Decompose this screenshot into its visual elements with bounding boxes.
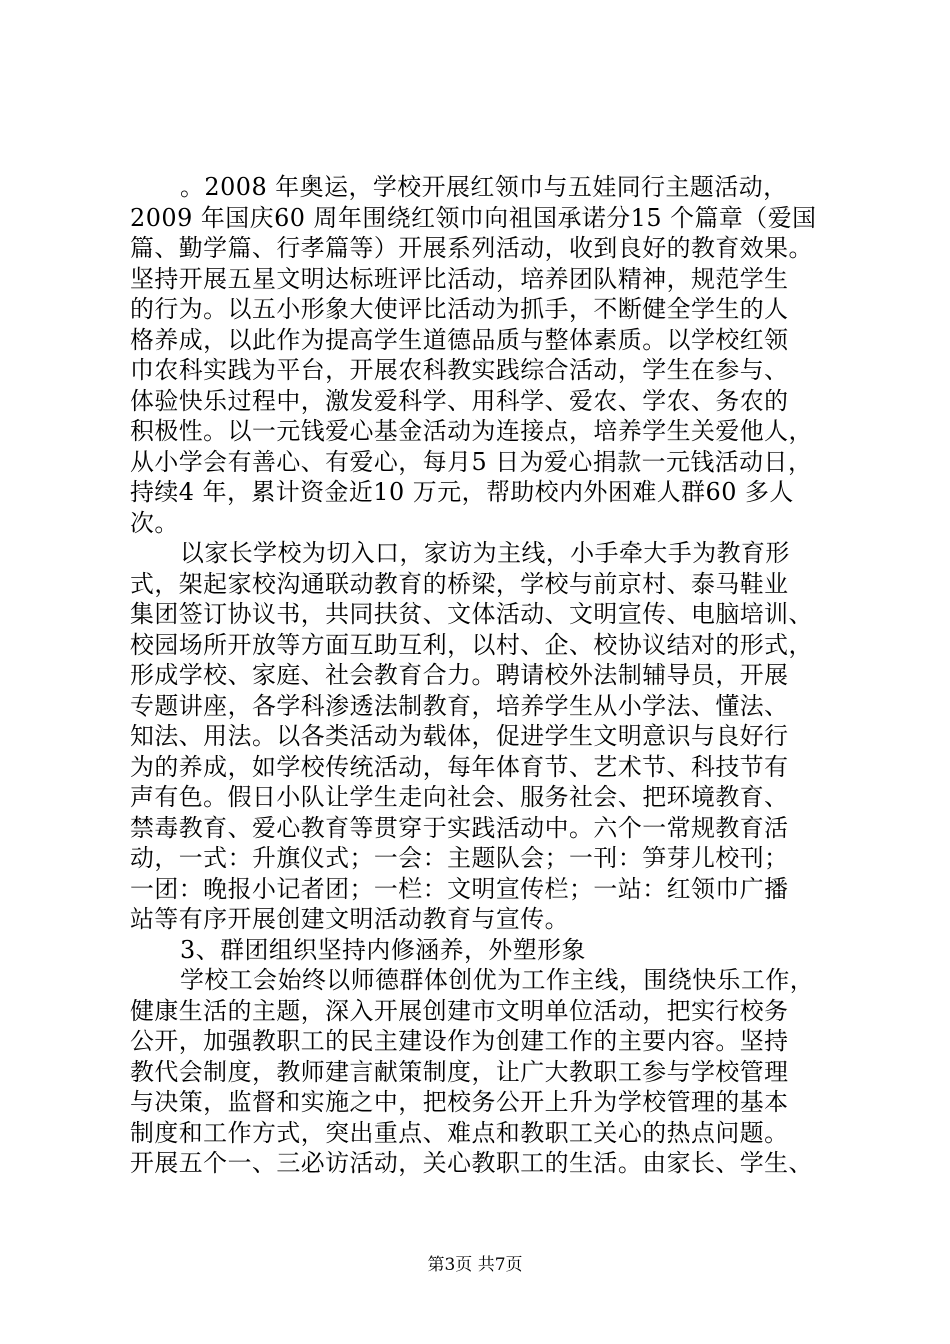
- text-line: 制度和工作方式，突出重点、难点和教职工关心的热点问题。: [130, 1118, 789, 1147]
- text-line: 以家长学校为切入口，家访为主线，小手牵大手为教育形: [180, 539, 790, 567]
- text-line: 格养成，以此作为提高学生道德品质与整体素质。以学校红领: [130, 325, 789, 354]
- text-line: 校园场所开放等方面互助互利，以村、企、校协议结对的形式，: [130, 630, 813, 659]
- text-line: 坚持开展五星文明达标班评比活动，培养团队精神，规范学生: [130, 264, 789, 293]
- text-line: 的行为。以五小形象大使评比活动为抓手，不断健全学生的人: [130, 295, 789, 323]
- page-number-label: 第3页 共7页: [427, 1255, 523, 1275]
- section-heading: 3、群团组织坚持内修涵养，外塑形象: [180, 935, 586, 964]
- text-line: 形成学校、家庭、社会教育合力。聘请校外法制辅导员，开展: [130, 661, 789, 689]
- text-line: 巾农科实践为平台，开展农科教实践综合活动，学生在参与、: [130, 356, 789, 384]
- text-line: 动，一式：升旗仪式；一会：主题队会；一刊：笋芽儿校刊；: [130, 844, 789, 872]
- body-text: [130, 172, 830, 1179]
- text-line: 持续4 年，累计资金近10 万元，帮助校内外困难人群60 多人: [130, 478, 794, 506]
- text-line: 学校工会始终以师德群体创优为工作主线，围绕快乐工作，: [180, 966, 815, 994]
- page-footer: [0, 1250, 950, 1275]
- text-line: 次。: [130, 508, 179, 537]
- text-line: 体验快乐过程中，激发爱科学、用科学、爱农、学农、务农的: [130, 386, 789, 415]
- text-line: 2009 年国庆60 周年围绕红领巾向祖国承诺分15 个篇章（爱国: [130, 203, 817, 232]
- text-line: 教代会制度，教师建言献策制度，让广大教职工参与学校管理: [130, 1057, 789, 1086]
- text-line: 站等有序开展创建文明活动教育与宣传。: [130, 905, 570, 933]
- text-line: 健康生活的主题，深入开展创建市文明单位活动，把实行校务: [130, 996, 789, 1025]
- text-line: 为的养成，如学校传统活动，每年体育节、艺术节、科技节有: [130, 752, 789, 781]
- text-line: 一团：晚报小记者团；一栏：文明宣传栏；一站：红领巾广播: [130, 874, 789, 903]
- text-line: 式，架起家校沟通联动教育的桥梁，学校与前京村、泰马鞋业: [130, 569, 789, 598]
- text-line: 集团签订协议书，共同扶贫、文体活动、文明宣传、电脑培训、: [130, 600, 813, 628]
- text-line: 知法、用法。以各类活动为载体，促进学生文明意识与良好行: [130, 722, 789, 750]
- text-line: 从小学会有善心、有爱心，每月5 日为爱心捐款一元钱活动日，: [130, 447, 813, 476]
- text-line: 公开，加强教职工的民主建设作为创建工作的主要内容。坚持: [130, 1027, 789, 1055]
- text-line: 篇、勤学篇、行孝篇等）开展系列活动，收到良好的教育效果。: [130, 234, 813, 262]
- text-line: 。2008 年奥运，学校开展红领巾与五娃同行主题活动，: [180, 173, 788, 201]
- text-line: 开展五个一、三必访活动，关心教职工的生活。由家长、学生、: [130, 1149, 813, 1177]
- text-line: 专题讲座，各学科渗透法制教育，培养学生从小学法、懂法、: [130, 691, 789, 720]
- text-line: 声有色。假日小队让学生走向社会、服务社会、把环境教育、: [130, 783, 789, 811]
- text-line: 禁毒教育、爱心教育等贯穿于实践活动中。六个一常规教育活: [130, 813, 789, 842]
- text-line: 积极性。以一元钱爱心基金活动为连接点，培养学生关爱他人，: [130, 417, 813, 445]
- text-line: 与决策，监督和实施之中，把校务公开上升为学校管理的基本: [130, 1088, 789, 1116]
